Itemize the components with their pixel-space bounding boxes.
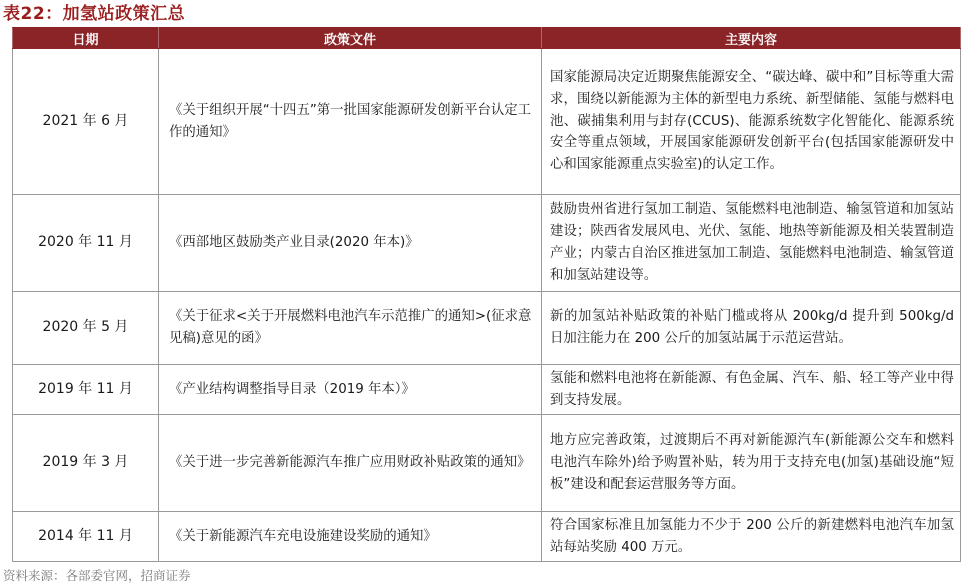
table-row (13, 292, 961, 365)
row-content: 氢能和燃料电池将在新能源、有色金属、汽车、船、轻工等产业中得到支持发展。 (542, 365, 961, 415)
row-document: 《关于组织开展“十四五”第一批国家能源研发创新平台认定工作的通知》 (159, 49, 542, 195)
table-row (13, 512, 961, 562)
table-header-row (13, 28, 961, 49)
table-row (13, 415, 961, 512)
row-date: 2019 年 3 月 (13, 415, 159, 512)
row-document: 《关于进一步完善新能源汽车推广应用财政补贴政策的通知》 (159, 415, 542, 512)
table-row (13, 195, 961, 292)
header-content: 主要内容 (542, 28, 961, 49)
row-content: 鼓励贵州省进行氢加工制造、氢能燃料电池制造、输氢管道和加氢站建设；陕西省发展风电、光伏、氢能、地热等新能源及相关装置制造产业；内蒙古自治区推进氢加工制造、氢能燃料电池制造、输氢管道和加氢站建设等。 (542, 195, 961, 292)
source-note: 资料来源：各部委官网，招商证券 (3, 568, 191, 583)
row-date: 2019 年 11 月 (13, 365, 159, 415)
table-title: 表22：加氢站政策汇总 (3, 4, 186, 24)
policy-table (12, 27, 961, 562)
row-content: 符合国家标准且加氢能力不少于 200 公斤的新建燃料电池汽车加氢站每站奖励 400 万元。 (542, 512, 961, 562)
row-date: 2020 年 5 月 (13, 292, 159, 365)
header-date: 日期 (13, 28, 159, 49)
row-content: 地方应完善政策，过渡期后不再对新能源汽车(新能源公交车和燃料电池汽车除外)给予购置补贴，转为用于支持充电(加氢)基础设施“短板”建设和配套运营服务等方面。 (542, 415, 961, 512)
row-document: 《西部地区鼓励类产业目录(2020 年本)》 (159, 195, 542, 292)
row-document: 《关于新能源汽车充电设施建设奖励的通知》 (159, 512, 542, 562)
row-date: 2014 年 11 月 (13, 512, 159, 562)
header-document: 政策文件 (159, 28, 542, 49)
row-content: 国家能源局决定近期聚焦能源安全、“碳达峰、碳中和”目标等重大需求，围绕以新能源为主体的新型电力系统、新型储能、氢能与燃料电池、碳捕集利用与封存(CCUS)、能源系统数字化智能化、能源系统安全等重点领域，开展国家能源研发创新平台(包括国家能源研发中心和国家能源重点实验室)的认定工作。 (542, 49, 961, 195)
table-row (13, 49, 961, 195)
row-document: 《关于征求<关于开展燃料电池汽车示范推广的通知>(征求意见稿)意见的函》 (159, 292, 542, 365)
row-date: 2021 年 6 月 (13, 49, 159, 195)
row-document: 《产业结构调整指导目录（2019 年本）》 (159, 365, 542, 415)
row-content: 新的加氢站补贴政策的补贴门槛或将从 200kg/d 提升到 500kg/d 日加注能力在 200 公斤的加氢站属于示范运营站。 (542, 292, 961, 365)
table-row (13, 365, 961, 415)
row-date: 2020 年 11 月 (13, 195, 159, 292)
